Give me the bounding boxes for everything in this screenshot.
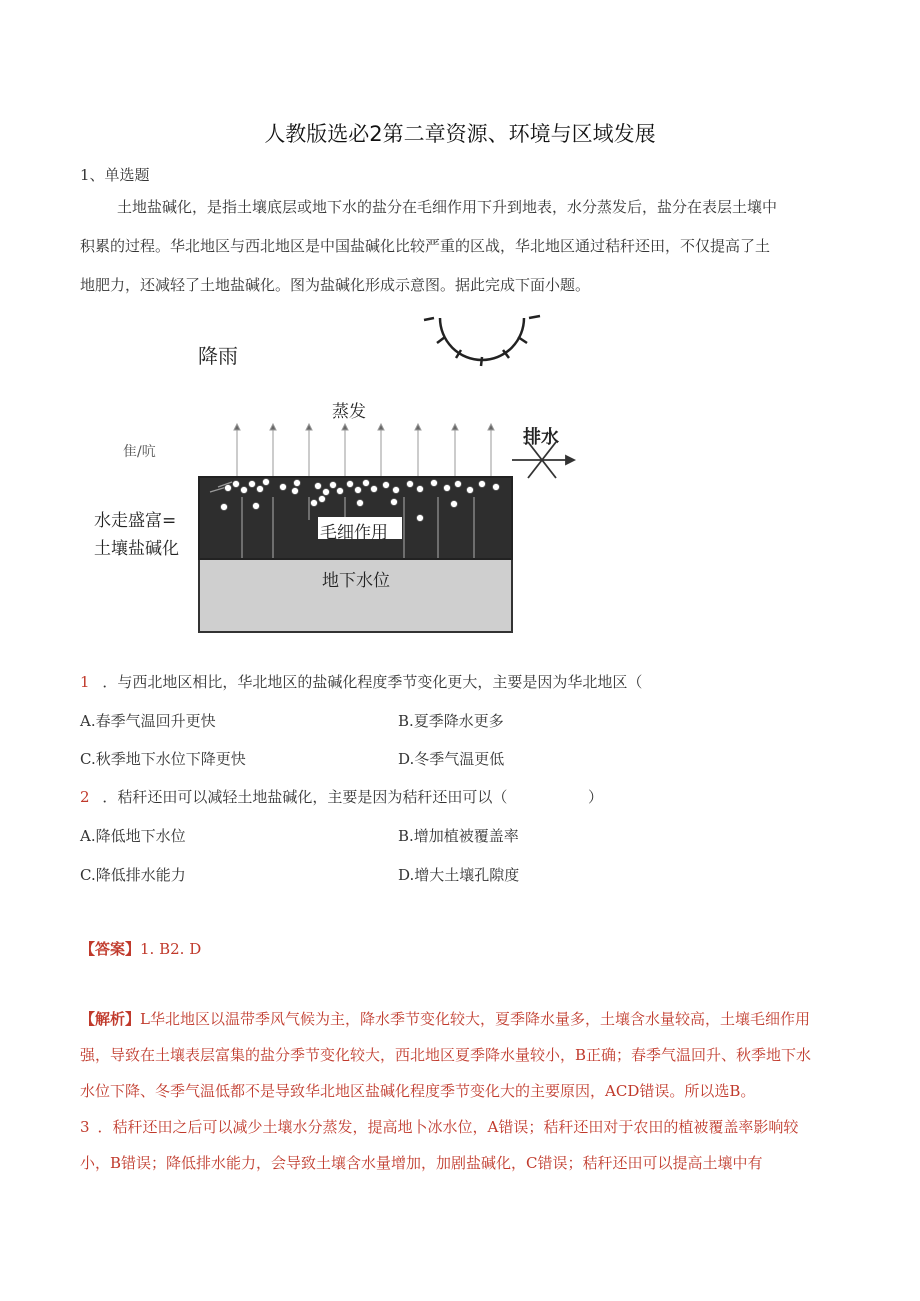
q1-option-c: C.秋季地下水位下降更快: [80, 750, 246, 768]
analysis-num-3: 3: [80, 1118, 90, 1136]
analysis-line-2: 强，导致在土壤表层富集的盐分季节变化较大，西北地区夏季降水量较小，B正确；春季气温回升、秋季地下水: [80, 1046, 812, 1064]
analysis-text-1: L华北地区以温带季风气候为主，降水季节变化较大，夏季降水量多，土壤含水量较高，土壤毛细作用: [140, 1010, 810, 1028]
question-1-number: 1: [80, 673, 90, 691]
answer-tag: 【答案】: [80, 940, 141, 958]
q2-option-c: C.降低排水能力: [80, 866, 186, 884]
left-caption-line-2: 土壤盐碱化: [94, 539, 179, 559]
capillary-label: 毛细作用: [320, 523, 388, 543]
question-1-stem: ．与西北地区相比，华北地区的盐碱化程度季节变化更大，主要是因为华北地区（: [102, 673, 643, 691]
analysis-text-4: ．秸秆还田之后可以减少土壤水分蒸发，提高地卜冰水位，A错误；秸秆还田对于农田的植被覆盖率影响较: [97, 1118, 799, 1136]
intro-line-1: 土地盐碱化，是指土壤底层或地下水的盐分在毛细作用下升到地表，水分蒸发后，盐分在表层土壤中: [117, 198, 778, 216]
analysis-line-4: [80, 1116, 798, 1137]
question-2: [80, 786, 507, 807]
rain-label: 降雨: [198, 344, 238, 368]
groundwater-label: 地下水位: [322, 571, 390, 591]
side-small-label: 隹/吭: [123, 444, 156, 460]
q1-option-b: B.夏季降水更多: [398, 712, 504, 730]
evaporation-arrows: [234, 424, 494, 478]
question-2-close-paren: ）: [588, 788, 604, 806]
q1-option-a: A.春季气温回升更快: [80, 712, 216, 730]
q2-option-b: B.增加植被覆盖率: [398, 827, 519, 845]
question-2-stem: ．秸秆还田可以减轻土地盐碱化，主要是因为秸秆还田可以（: [102, 788, 508, 806]
q2-option-a: A.降低地下水位: [80, 827, 186, 845]
section-heading: 1、单选题: [80, 166, 150, 184]
analysis-line-3: 水位下降、冬季气温低都不是导致华北地区盐碱化程度季节变化大的主要原因，ACD错误。所以选B。: [80, 1082, 756, 1100]
sun-icon: [424, 316, 540, 366]
intro-line-2: 积累的过程。华北地区与西北地区是中国盐碱化比较严重的区战，华北地区通过秸秆还田，不仅提高了土: [80, 237, 771, 255]
evaporation-label: 蒸发: [332, 402, 366, 422]
q1-option-d: D.冬季气温更低: [398, 750, 505, 768]
analysis-line-5: 小，B错误；降低排水能力，会导致土壤含水量增加，加剧盐碱化，C错误；秸秆还田可以提高土壤中有: [80, 1154, 763, 1172]
intro-line-3: 地肥力，还减轻了土地盐碱化。图为盐碱化形成示意图。据此完成下面小题。: [80, 276, 591, 294]
analysis-line-1: [80, 1008, 810, 1029]
q2-option-d: D.增大土壤孔隙度: [398, 866, 520, 884]
analysis-tag: 【解析】: [80, 1010, 141, 1028]
drainage-label: 排水: [523, 427, 559, 448]
left-caption-line-1: 水走盛富=: [94, 511, 177, 531]
page-title: 人教版选必2第二章资源、环境与区域发展: [264, 122, 656, 146]
question-1: [80, 671, 642, 692]
answer-text: 1. B2. D: [140, 940, 202, 958]
answer-line: [80, 938, 201, 959]
question-2-number: 2: [80, 788, 90, 806]
